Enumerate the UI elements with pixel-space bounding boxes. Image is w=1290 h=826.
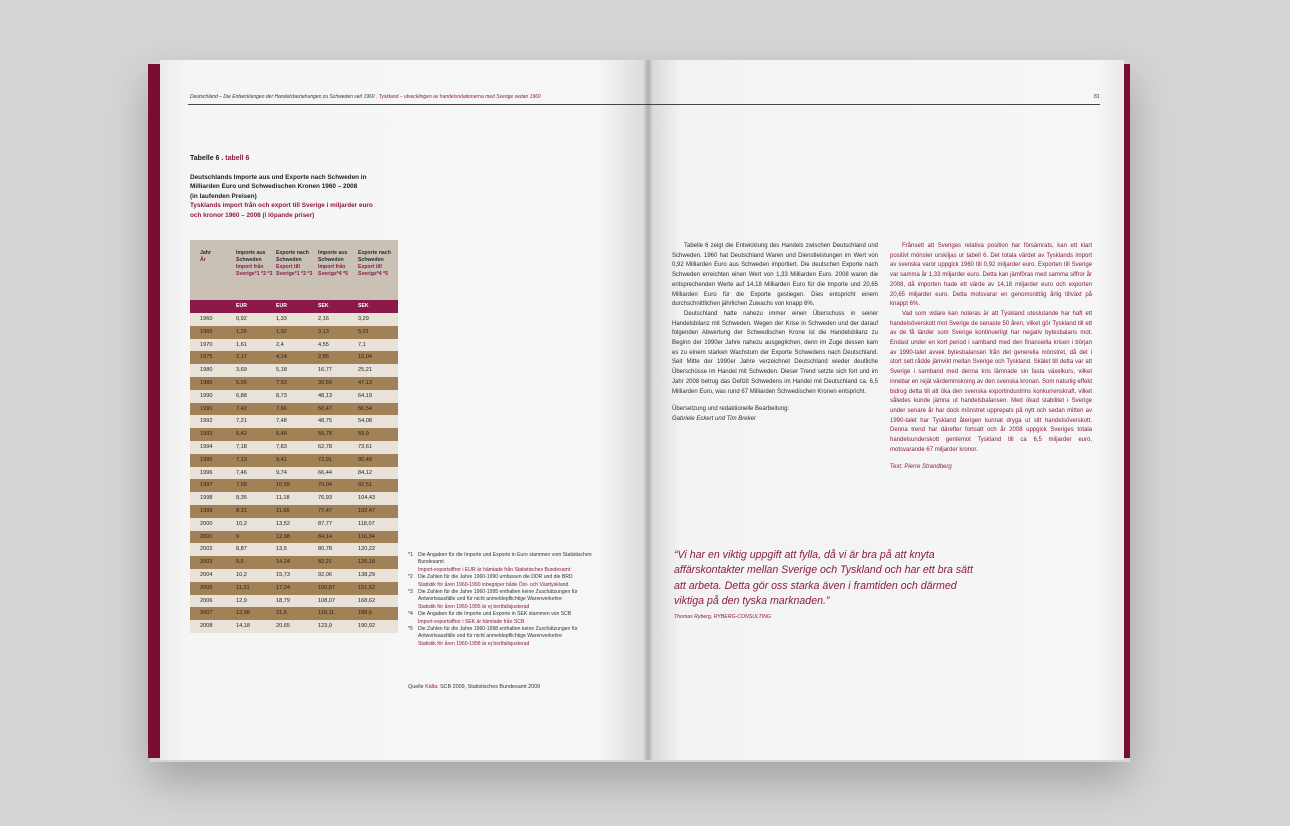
- table-row: [190, 377, 398, 390]
- col-header-de: Jahr: [200, 250, 211, 256]
- value-cell: 2,85: [318, 354, 329, 361]
- year-cell: 1997: [200, 482, 213, 489]
- col-header-export-sek: [358, 250, 396, 278]
- currency-label: SEK: [358, 303, 369, 309]
- table-title-de-2: Milliarden Euro und Schwedischen Kronen 1960 – 2008: [190, 183, 358, 191]
- value-cell: 1,33: [276, 316, 287, 322]
- value-cell: 59,9: [358, 431, 369, 438]
- col-header-de: Importe aus Schweden: [318, 250, 348, 263]
- value-cell: 5,18: [276, 367, 287, 374]
- value-cell: 54,08: [358, 418, 372, 425]
- value-cell: 3,29: [358, 316, 369, 322]
- col-header-de: Importe aus Schweden: [236, 250, 266, 263]
- table-row: [190, 351, 398, 364]
- value-cell: 72,91: [318, 456, 332, 463]
- col-header-de: Exporte nach Schweden: [358, 250, 391, 263]
- value-cell: 84,14: [318, 533, 332, 540]
- value-cell: 7,83: [276, 443, 287, 450]
- paragraph: Deutschland hatte nahezu immer einen Überschuss in seiner Handelsbilanz mit Schweden. Wegen der Krise in Schweden und der darauf folgenden Abwertung der Schwedischen Krone ist die Handelsbilanz zu Beginn der 1990er Jahre nahezu ausgeglichen, denn im Zuge dessen kam es zu einem starken Wachstum der Exporte Schwedens nach Deutschland. Seit Mitte der 1990er Jahre verzeichnet Deutschland wieder deutliche Überschüsse im Handel mit Schweden. Dieser Trend setzte sich fort und im Jahr 2008 betrug das Defizit Schwedens im Handel mit Deutschland ca. 6,5 Milliarden Euro, was rund 67 Milliarden Schwedischen Kronen entspricht.: [672, 310, 878, 395]
- value-cell: 7,48: [276, 418, 287, 425]
- value-cell: 21,5: [276, 610, 287, 617]
- table-row: [190, 543, 398, 556]
- col-header-de: Exporte nach Schweden: [276, 250, 309, 263]
- value-cell: 151,52: [358, 584, 376, 591]
- footnotes: [408, 552, 608, 648]
- value-cell: 10,2: [236, 520, 247, 527]
- value-cell: 18,79: [276, 597, 290, 604]
- currency-label: SEK: [318, 303, 329, 309]
- table-row: [190, 505, 398, 518]
- value-cell: 30,59: [318, 379, 332, 386]
- left-page: [160, 60, 648, 760]
- table-row: [190, 595, 398, 608]
- table-row: [190, 518, 398, 531]
- table-row: [190, 467, 398, 480]
- footnote: [408, 611, 608, 626]
- value-cell: 119,11: [318, 610, 335, 617]
- year-cell: 2006: [200, 597, 213, 604]
- value-cell: 87,77: [318, 520, 332, 527]
- value-cell: 123,9: [318, 623, 332, 630]
- value-cell: 25,21: [358, 367, 372, 374]
- year-cell: 1998: [200, 495, 213, 502]
- text-column-sv: [890, 242, 1092, 473]
- table-row: [190, 390, 398, 403]
- source-de: Quelle: [408, 684, 426, 690]
- value-cell: 100,87: [318, 584, 336, 591]
- value-cell: 64,19: [358, 392, 372, 399]
- value-cell: 8,35: [236, 495, 247, 502]
- footnote-sv: Statistik för åren 1960-1995 är ej bortfallsjusterad: [418, 603, 530, 610]
- text-column-de: [672, 242, 878, 425]
- value-cell: 76,93: [318, 495, 332, 502]
- value-cell: 12,98: [276, 533, 290, 540]
- value-cell: 7,1: [358, 341, 366, 348]
- table-row: [190, 428, 398, 441]
- value-cell: 2,17: [236, 354, 247, 361]
- table-row: [190, 415, 398, 428]
- value-cell: 9,74: [276, 469, 287, 476]
- col-header-import-eur: [236, 250, 274, 278]
- value-cell: 9,5: [236, 559, 244, 566]
- value-cell: 80,78: [318, 546, 332, 553]
- footnote: [408, 574, 608, 589]
- year-cell: 2005: [200, 584, 213, 591]
- table-row: [190, 620, 398, 633]
- year-cell: 1996: [200, 469, 213, 476]
- footnote-sv: Statistik för åren 1960-1998 är ej bortfallsjusterad: [418, 640, 530, 647]
- col-header-year: [200, 250, 230, 264]
- value-cell: 13,52: [276, 520, 290, 527]
- translators: Gabriele Eckert und Tim Breker: [672, 415, 756, 422]
- value-cell: 8,73: [276, 392, 287, 399]
- value-cell: 84,12: [358, 469, 372, 476]
- footnote-de: Die Zahlen für die Jahre 1960-1990 umfassen die DDR und die BRD: [418, 574, 573, 581]
- header-rule: [188, 104, 648, 105]
- value-cell: 12,9: [236, 597, 247, 604]
- col-header-sv: Export till Sverige*4 *5: [358, 264, 388, 277]
- footnote-key: *1: [408, 552, 413, 558]
- value-cell: 2,16: [318, 316, 329, 322]
- header-rule: [648, 104, 1100, 105]
- table-row: [190, 339, 398, 352]
- value-cell: 7,58: [236, 482, 247, 489]
- year-cell: 1985: [200, 379, 213, 386]
- col-header-sv: Import från Sverige*4 *5: [318, 264, 348, 277]
- value-cell: 1,26: [236, 328, 247, 335]
- value-cell: 120,22: [358, 546, 376, 553]
- value-cell: 3,13: [318, 328, 329, 335]
- running-header: [190, 94, 541, 100]
- value-cell: 7,13: [236, 456, 247, 463]
- value-cell: 138,29: [358, 571, 376, 578]
- value-cell: 7,66: [276, 405, 287, 412]
- value-cell: 15,04: [358, 354, 372, 361]
- value-cell: 190,92: [358, 623, 376, 630]
- footnote-de: Die Angaben für die Importe und Exporte in SEK stammen von SCB: [418, 611, 572, 618]
- value-cell: 13,98: [236, 610, 250, 617]
- table-row: [190, 492, 398, 505]
- value-cell: 7,42: [236, 405, 247, 412]
- year-cell: 1970: [200, 341, 213, 348]
- col-header-sv: Import från Sverige*1 *2 *3: [236, 264, 273, 277]
- table-title: [190, 173, 400, 220]
- year-cell: 1975: [200, 354, 213, 361]
- year-cell: 2003: [200, 559, 213, 566]
- trade-table: [190, 240, 398, 630]
- value-cell: 10,2: [236, 571, 247, 578]
- value-cell: 4,14: [276, 354, 287, 361]
- table-label-de: Tabelle 6 .: [190, 155, 226, 162]
- currency-label: EUR: [276, 303, 287, 309]
- table-title-sv-1: Tysklands import från och export till Sverige i miljarder euro: [190, 202, 373, 210]
- value-cell: 90,49: [358, 456, 372, 463]
- value-cell: 82,21: [318, 559, 332, 566]
- value-cell: 3,69: [236, 367, 247, 374]
- value-cell: 14,24: [276, 559, 290, 566]
- footnote: [408, 552, 608, 574]
- source-line: [408, 684, 540, 690]
- value-cell: 116,34: [358, 533, 375, 540]
- value-cell: 6,88: [236, 392, 247, 399]
- right-page: [648, 60, 1124, 760]
- value-cell: 108,07: [318, 597, 336, 604]
- year-cell: 2002: [200, 546, 213, 553]
- value-cell: 188,6: [358, 610, 372, 617]
- value-cell: 9,41: [276, 456, 287, 463]
- author-label: Text:: [890, 464, 905, 471]
- footnote-key: *2: [408, 574, 413, 581]
- value-cell: 14,18: [236, 623, 250, 630]
- table-row: [190, 403, 398, 416]
- table-row: [190, 313, 398, 326]
- value-cell: 73,61: [358, 443, 372, 450]
- translation-credit: [672, 405, 878, 424]
- footnote-de: Die Angaben für die Importe und Exporte in Euro stammen vom Statistischen Bundesamt: [418, 552, 592, 566]
- value-cell: 5,01: [358, 328, 369, 335]
- year-cell: 1965: [200, 328, 213, 335]
- value-cell: 102,47: [358, 507, 376, 514]
- value-cell: 11,31: [236, 584, 250, 591]
- year-cell: 2004: [200, 571, 213, 578]
- value-cell: 56,54: [358, 405, 372, 412]
- year-cell: 1980: [200, 367, 213, 374]
- year-cell: 1994: [200, 443, 213, 450]
- value-cell: 92,06: [318, 571, 332, 578]
- footnote-key: *3: [408, 589, 413, 596]
- page-number: 81: [1094, 94, 1100, 100]
- col-header-sv: År: [200, 257, 206, 263]
- value-cell: 1,92: [276, 328, 287, 335]
- table-title-de-3: (in laufenden Preisen): [190, 192, 257, 200]
- table-header: [190, 240, 398, 300]
- value-cell: 92,51: [358, 482, 372, 489]
- running-header-separator: .: [374, 94, 379, 100]
- source-sv: Källa: [425, 684, 438, 690]
- year-cell: 1993: [200, 431, 213, 438]
- year-cell: 1990: [200, 392, 213, 399]
- value-cell: 2,4: [276, 341, 284, 348]
- value-cell: 118,07: [358, 520, 375, 527]
- value-cell: 16,77: [318, 367, 332, 374]
- value-cell: 5,56: [236, 379, 247, 386]
- value-cell: 10,55: [276, 482, 290, 489]
- currency-label: EUR: [236, 303, 247, 309]
- value-cell: 7,18: [236, 443, 247, 450]
- table-row: [190, 441, 398, 454]
- value-cell: 8,31: [236, 507, 247, 514]
- col-header-export-eur: [276, 250, 314, 278]
- footnote-de: Die Zahlen für die Jahre 1960-1995 enthalten keine Zuschätzungen für Antwortsausfälle und für nicht anmeldepflichtige Warenverkehre: [418, 589, 578, 603]
- col-header-sv: Export till Sverige*1 *2 *3: [276, 264, 313, 277]
- value-cell: 4,55: [318, 341, 329, 348]
- table-title-de-1: Deutschlands Importe aus und Exporte nach Schweden in: [190, 174, 367, 181]
- year-cell: 1992: [200, 418, 213, 425]
- source-text: : SCB 2009, Statistisches Bundesamt 2009: [437, 684, 541, 690]
- value-cell: 62,78: [318, 443, 332, 450]
- year-cell: 1960: [200, 316, 213, 322]
- table-label: [190, 155, 249, 162]
- year-cell: 2000: [200, 520, 213, 527]
- year-cell: 2008: [200, 623, 213, 630]
- col-header-import-sek: [318, 250, 356, 278]
- value-cell: 126,18: [358, 559, 376, 566]
- value-cell: 6,42: [236, 431, 247, 438]
- value-cell: 66,44: [318, 469, 332, 476]
- year-cell: 1991: [200, 405, 213, 412]
- table-row: [190, 326, 398, 339]
- table-row: [190, 364, 398, 377]
- value-cell: 0,92: [236, 316, 247, 322]
- footnote-de: Die Zahlen für die Jahre 1960-1998 enthalten keine Zuschätzungen für Antwortsausfälle und für nicht anmeldepflichtige Warenverkehre: [418, 626, 578, 640]
- footnote-key: *5: [408, 626, 413, 633]
- currency-row: [190, 300, 398, 313]
- author-credit: [890, 463, 1092, 473]
- year-cell: 2007: [200, 610, 213, 617]
- value-cell: 50,47: [318, 405, 332, 412]
- value-cell: 168,62: [358, 597, 376, 604]
- value-cell: 70,04: [318, 482, 332, 489]
- footnote-sv: Statistik för åren 1960-1990 inbegriper både Öst- och Västtyskland.: [418, 581, 570, 588]
- value-cell: 13,5: [276, 546, 287, 553]
- table-row: [190, 556, 398, 569]
- footnote-sv: Import-exportsiffror i SEK är hämtade från SCB: [418, 618, 525, 625]
- quote-attribution: Thomas Ryberg, RYBERG-CONSULTING: [674, 614, 771, 620]
- running-header-sv: Tyskland – utvecklingen av handelsrelationerna med Sverige sedan 1960: [378, 94, 541, 100]
- value-cell: 48,75: [318, 418, 332, 425]
- value-cell: 48,13: [318, 392, 332, 399]
- footnote-key: *4: [408, 611, 413, 618]
- table-row: [190, 582, 398, 595]
- year-cell: 1999: [200, 507, 213, 514]
- value-cell: 7,53: [276, 379, 287, 386]
- table-title-sv-2: och kronor 1960 – 2008 (i löpande priser): [190, 211, 315, 219]
- value-cell: 55,78: [318, 431, 332, 438]
- value-cell: 11,66: [276, 507, 290, 514]
- paragraph: Frånsett att Sveriges relativa position har försämrats, kan ett klart positivt mönster urskiljas ur tabell 6. Det totala värdet av Tysklands import av svenska varor uppgick 1960 till 0,92 miljarder euro. Exporten till Sverige var samma år 1,33 miljarder euro. Detta kan jämföras med samma siffror år 2008, då importen hade ett värde av 14,18 miljarder euro och exporten 20,65 miljarder euro. Detta motsvarar en genomsnittlig årlig tillväxt på knappt 6%.: [890, 243, 1092, 308]
- running-header-de: Deutschland – Die Entwicklungen der Handelsbeziehungen zu Schweden seit 1960: [190, 94, 375, 100]
- value-cell: 7,21: [236, 418, 247, 425]
- value-cell: 17,24: [276, 584, 290, 591]
- year-cell: 2001: [200, 533, 213, 540]
- value-cell: 9: [236, 533, 240, 540]
- footnote: [408, 626, 608, 648]
- paragraph: Vad som vidare kan noteras är att Tyskland uteslutande har haft ett handelsöverskott mot Sverige de senaste 50 åren, vilket gör Tyskland till ett av de få länder som Sverige kontinuerligt har negativ bytesbalans mot. Endast under en kort period i samband med den finansiella krisen i början av 1990-talet avvek bytesbalansen från det generella mönstret, då det i stort sett rådde jämvikt mellan Sverige och Tyskland. Skälet till detta var att Sverige i samband med denna kris lämnade sin fasta växelkurs, vilket innebar en rejäl värdeminskning av den svenska kronan. Som naturlig effekt bidrog detta till att öka den svenska exportindustrins konkurrenskraft, vilket således kunde jämna ut handelsbalansen. Med ökad stabilitet i Sverige under senare år har dock mönstret upprepats på nytt och sedan mitten av 1990-talet har Tyskland återigen kunnat dryga ut sitt handelsöverskott. Denna trend har därefter fortsatt och år 2008 uppgick Sveriges totala handelsunderskott gentemot Tyskland till ca 6,5 miljarder euro, motsvarande 67 miljarder kronor.: [890, 310, 1092, 453]
- year-cell: 1995: [200, 456, 213, 463]
- value-cell: 1,61: [236, 341, 247, 348]
- paragraph: Tabelle 6 zeigt die Entwicklung des Handels zwischen Deutschland und Schweden. 1960 hat Deutschland Waren und Dienstleistungen im Wert von 0,92 Milliarden Euro aus Schweden importiert. Die deutschen Exporte nach Schweden erreichten einen Wert von 1,33 Milliarden Euro. 2008 waren die entsprechenden Werte auf 14,18 Milliarden Euro für die Importe und 20,65 Milliarden Euro für die Exporte gestiegen. Dies entspricht einem durchschnittlichen jährlichen Zuwachs von knapp 6%.: [672, 243, 878, 308]
- footnote: [408, 589, 608, 611]
- value-cell: 15,73: [276, 571, 290, 578]
- value-cell: 47,13: [358, 379, 372, 386]
- book-spine: [644, 60, 652, 760]
- footnote-sv: Import-exportsiffror i EUR är hämtade från Statistisches Bundesamt: [418, 566, 571, 573]
- pull-quote: “Vi har en viktig uppgift att fylla, då vi är bra på att knyta affärskontakter mellan Sverige och Tyskland och har ett bra sätt att arbeta. Detta gör oss starka även i framtiden och därmed viktiga på den tyska marknaden.”: [674, 549, 973, 608]
- table-label-sv: tabell 6: [225, 155, 250, 162]
- value-cell: 20,65: [276, 623, 290, 630]
- table-row: [190, 569, 398, 582]
- value-cell: 8,87: [236, 546, 247, 553]
- value-cell: 11,18: [276, 495, 290, 502]
- value-cell: 6,48: [276, 431, 287, 438]
- value-cell: 7,46: [236, 469, 247, 476]
- author-name: Pierre Strandberg: [904, 464, 952, 471]
- value-cell: 104,43: [358, 495, 376, 502]
- table-row: [190, 454, 398, 467]
- table-row: [190, 531, 398, 544]
- translation-label: Übersetzung und redaktionelle Bearbeitung:: [672, 406, 790, 413]
- value-cell: 77,47: [318, 507, 332, 514]
- table-row: [190, 479, 398, 492]
- table-body: [190, 313, 398, 633]
- table-row: [190, 607, 398, 620]
